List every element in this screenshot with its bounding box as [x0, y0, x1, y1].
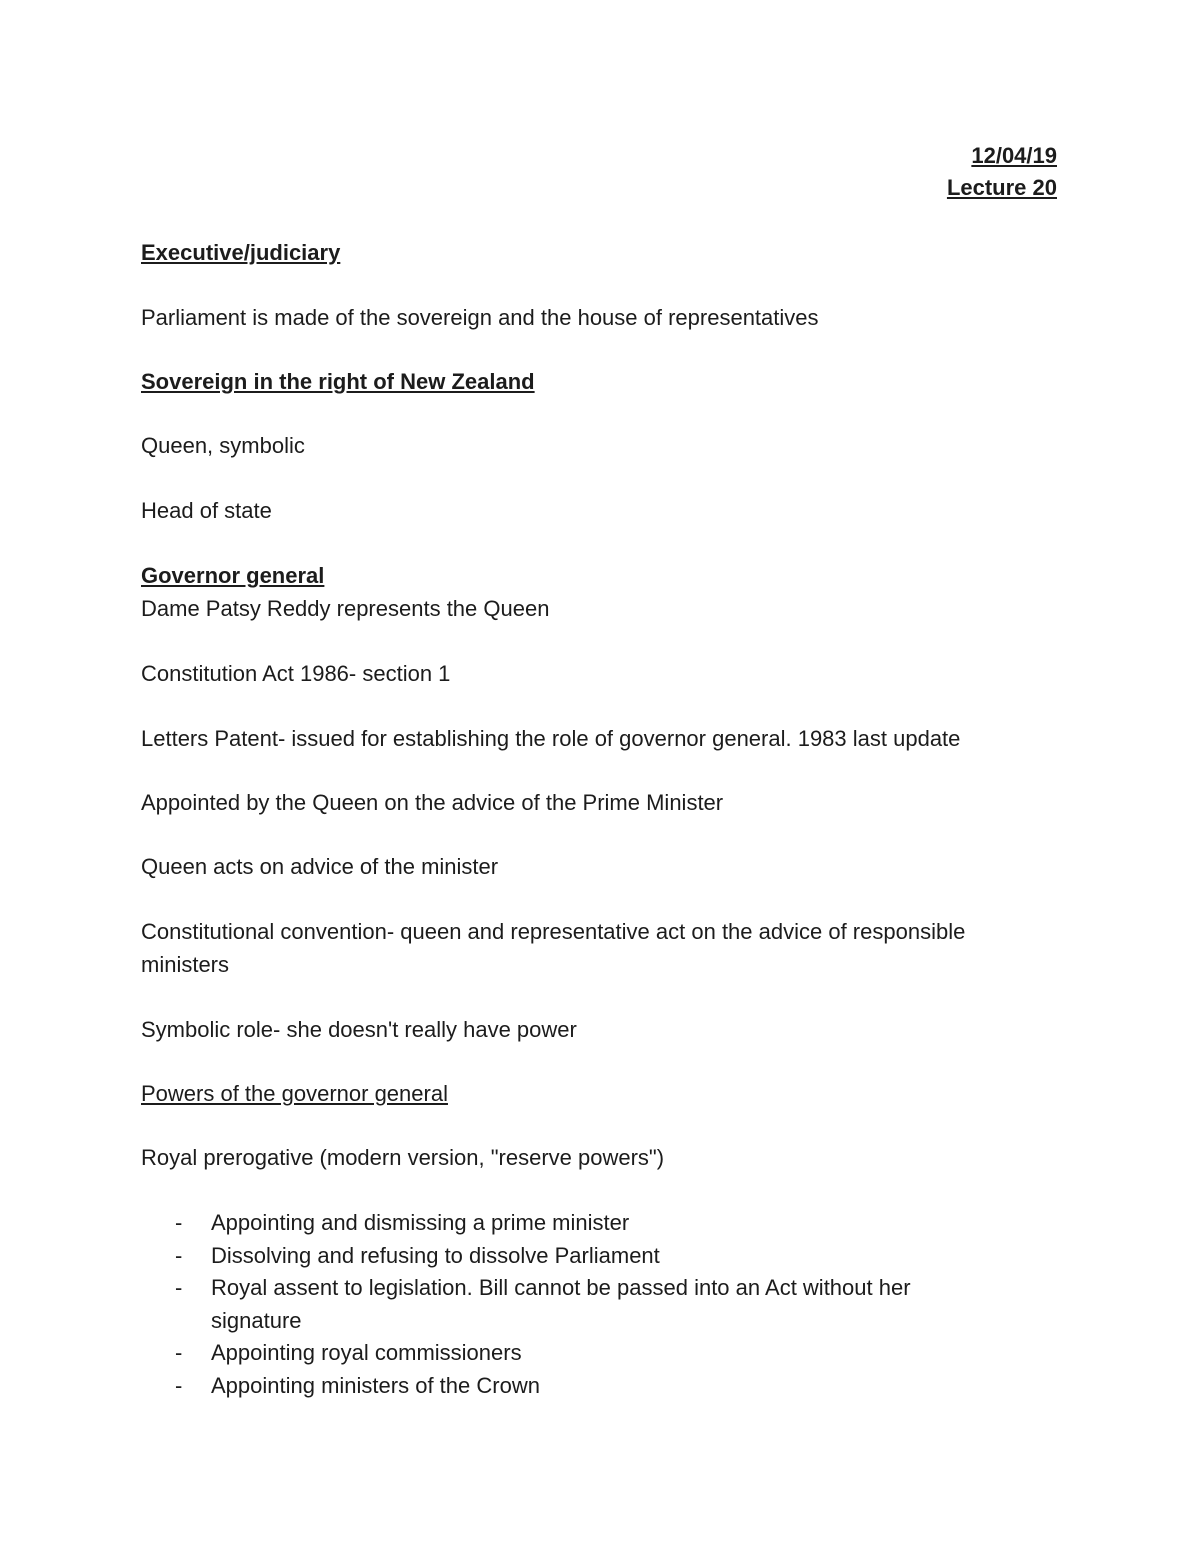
governor-general-text-6b: ministers — [141, 952, 230, 977]
list-item — [141, 1207, 1041, 1240]
bullet-dash: - — [175, 1340, 183, 1365]
list-item-text: Appointing ministers of the Crown — [211, 1372, 540, 1398]
royal-prerogative-text: Royal prerogative (modern version, "reserve powers") — [141, 1145, 665, 1170]
governor-general-text-7: Symbolic role- she doesn't really have power — [141, 1017, 577, 1042]
list-item-text: Appointing and dismissing a prime minister — [211, 1210, 630, 1235]
governor-general-text-3: Letters Patent- issued for establishing the role of governor general. 1983 last update — [141, 726, 961, 751]
date-label: 12/04/19 — [971, 143, 1057, 168]
bullet-dash: - — [175, 1242, 183, 1268]
powers-heading: Powers of the governor general — [141, 1081, 448, 1106]
list-item-text: Dissolving and refusing to dissolve Parliament — [211, 1242, 660, 1268]
governor-general-text-2: Constitution Act 1986- section 1 — [141, 661, 451, 686]
lecture-label: Lecture 20 — [946, 175, 1057, 200]
list-item — [141, 1337, 1041, 1370]
head-of-state-text: Head of state — [141, 498, 272, 523]
queen-symbolic-text: Queen, symbolic — [141, 433, 305, 458]
governor-general-text-4: Appointed by the Queen on the advice of the Prime Minister — [141, 790, 724, 815]
bullet-dash: - — [175, 1210, 183, 1235]
bullet-dash: - — [175, 1372, 183, 1398]
governor-general-text-6a: Constitutional convention- queen and representative act on the advice of responsible — [141, 919, 966, 944]
list-item — [141, 1370, 1041, 1403]
list-item — [141, 1240, 1041, 1273]
section-title: Executive/judiciary — [141, 240, 341, 265]
intro-text: Parliament is made of the sovereign and the house of representatives — [141, 305, 819, 330]
governor-general-heading: Governor general — [141, 563, 325, 588]
sovereign-heading: Sovereign in the right of New Zealand — [141, 369, 535, 394]
list-item-text: Appointing royal commissioners — [211, 1340, 522, 1365]
governor-general-text-1: Dame Patsy Reddy represents the Queen — [141, 596, 550, 621]
governor-general-text-5: Queen acts on advice of the minister — [141, 854, 499, 879]
powers-list — [141, 1207, 1041, 1402]
list-item-text: Royal assent to legislation. Bill cannot be passed into an Act without her signature — [211, 1275, 911, 1333]
list-item — [141, 1272, 981, 1337]
bullet-dash: - — [175, 1275, 183, 1300]
